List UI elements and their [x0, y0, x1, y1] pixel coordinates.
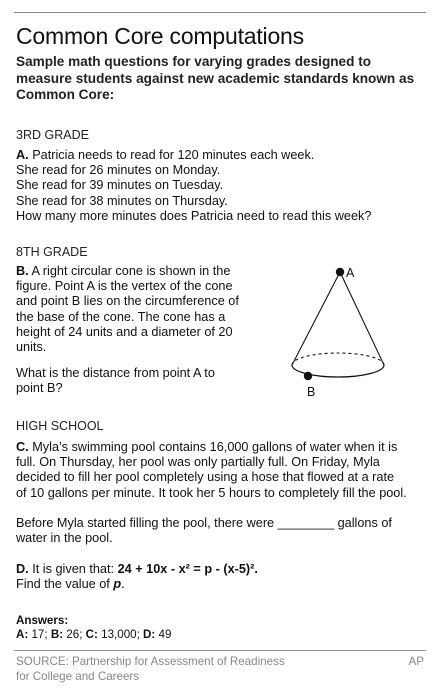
answer-key: C:: [85, 628, 98, 642]
question-d-intro: It is given that:: [32, 562, 115, 576]
question-b-line: height of 24 units and a diameter of 20: [16, 324, 233, 339]
question-b-prompt-line: point B?: [16, 381, 63, 396]
question-b-prompt: [16, 366, 261, 396]
cone-left-edge: [292, 272, 340, 365]
question-b-line: A right circular cone is shown in the: [31, 264, 231, 278]
agency-credit: AP: [408, 655, 424, 668]
answers-list: [16, 628, 171, 642]
answers: [16, 614, 171, 642]
question-a-line: How many more minutes does Patricia need to read this week?: [16, 208, 372, 223]
question-a-line: She read for 26 minutes on Monday.: [16, 163, 221, 178]
cone-figure: [280, 262, 390, 402]
question-c-prompt-line: Before Myla started filling the pool, there were ________ gallons of: [16, 516, 392, 530]
answer-value: 17;: [31, 628, 48, 642]
question-c-prompt: [16, 516, 428, 546]
question-c-line: decided to fill her pool completely using a hose that flowed at a rate: [16, 470, 395, 485]
question-c-line: full. On Thursday, her pool was only partially full. On Friday, Myla: [16, 455, 380, 470]
question-a-label: A.: [16, 148, 29, 162]
question-a-line: Patricia needs to read for 120 minutes each week.: [32, 148, 315, 162]
question-c: [16, 440, 428, 501]
section-heading-3rd-grade: 3RD GRADE: [16, 128, 89, 142]
answer-key: B:: [50, 628, 64, 642]
question-c-prompt-line: water in the pool.: [16, 531, 113, 546]
question-b-line: units.: [16, 340, 47, 355]
cone-right-edge: [340, 272, 384, 365]
answer-key: A:: [16, 628, 29, 642]
point-a-label: A: [346, 266, 355, 280]
cone-base-back: [292, 353, 384, 365]
question-a-line: She read for 39 minutes on Tuesday.: [16, 178, 224, 193]
question-a-line: She read for 38 minutes on Thursday.: [16, 193, 228, 208]
point-b-label: B: [307, 385, 316, 399]
question-c-line: of 10 gallons per minute. It took her 5 hours to completely fill the pool.: [16, 485, 407, 500]
question-b-line: the base of the cone. The cone has a: [16, 309, 226, 324]
question-b-line: figure. Point A is the vertex of the cone: [16, 279, 233, 294]
bottom-rule: [14, 650, 426, 651]
answer-key: D:: [143, 628, 156, 642]
answer-value: 26;: [66, 628, 83, 642]
answer-value: 49: [158, 628, 172, 642]
answers-heading: Answers:: [16, 614, 69, 627]
point-a-dot: [336, 268, 344, 276]
section-heading-high-school: HIGH SCHOOL: [16, 419, 104, 433]
source-line: SOURCE: Partnership for Assessment of Readiness: [16, 655, 285, 668]
question-d-equation: 24 + 10x - x² = p - (x-5)².: [117, 562, 258, 576]
question-b: [16, 264, 261, 355]
question-b-label: B.: [16, 264, 29, 278]
question-b-prompt-line: What is the distance from point A to: [16, 366, 215, 380]
question-b-line: and point B lies on the circumference of: [16, 294, 239, 309]
answer-value: 13,000;: [101, 628, 140, 642]
source-credit: [16, 655, 346, 684]
question-d-period: .: [121, 577, 125, 592]
page-title: Common Core computations: [16, 23, 304, 49]
question-d-variable: p: [113, 577, 122, 592]
question-a: [16, 148, 436, 224]
question-d: [16, 562, 428, 592]
point-b-dot: [304, 372, 312, 380]
question-c-label: C.: [16, 440, 29, 454]
section-heading-8th-grade: 8TH GRADE: [16, 245, 88, 259]
question-c-line: Myla’s swimming pool contains 16,000 gallons of water when it is: [32, 440, 398, 454]
question-d-find: Find the value of: [16, 577, 110, 592]
source-line: for College and Careers: [16, 669, 140, 683]
question-d-label: D.: [16, 562, 29, 576]
top-rule: [14, 12, 426, 13]
page-subtitle: Sample math questions for varying grades designed to measure students against new academic standards known as Common Core:: [16, 54, 415, 102]
